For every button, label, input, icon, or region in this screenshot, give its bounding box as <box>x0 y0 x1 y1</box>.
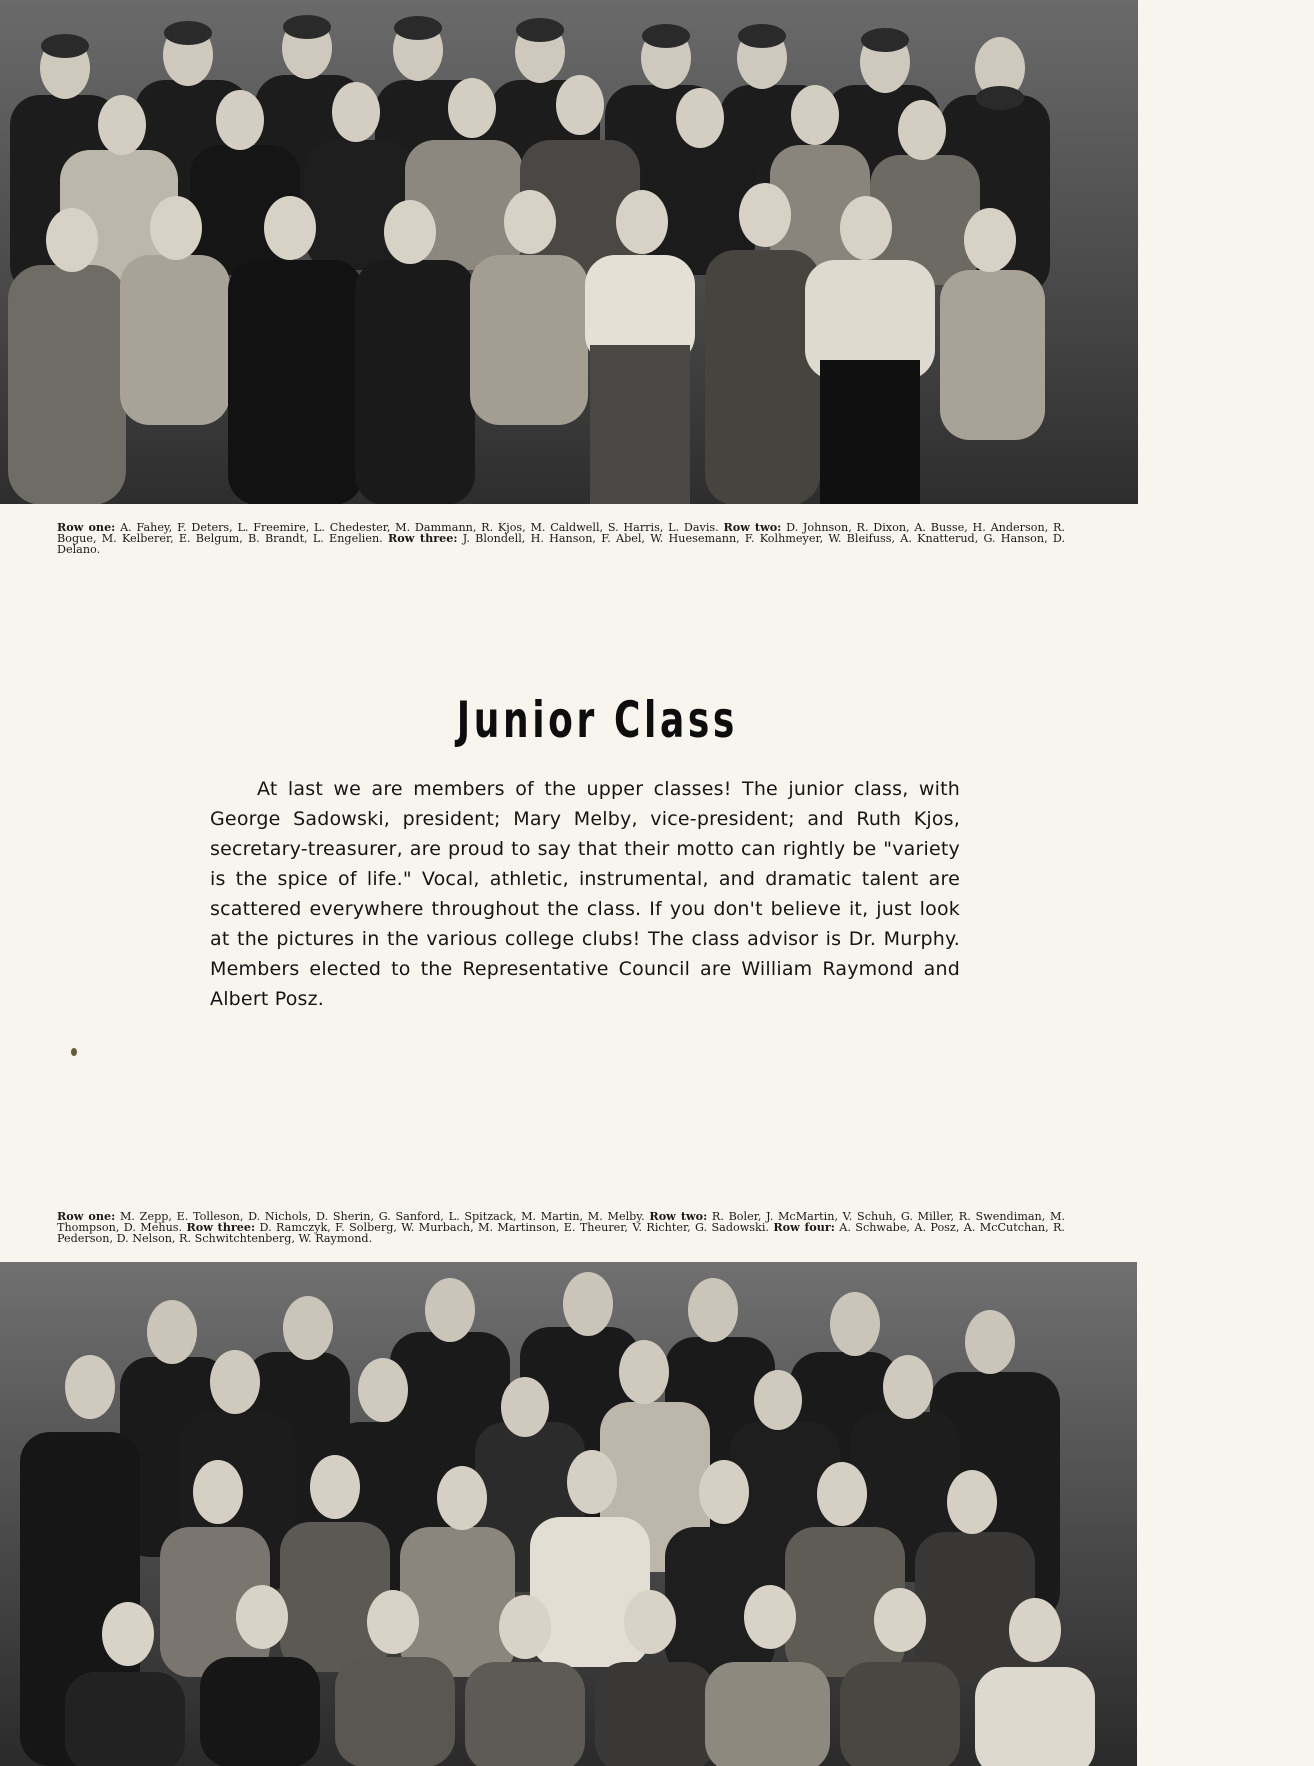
class-photo-top <box>0 0 1138 504</box>
caption-row-label: Row four: <box>773 1220 835 1234</box>
caption-row-label: Row one: <box>57 1209 116 1223</box>
caption-row-names: M. Zepp, E. Tolleson, D. Nichols, D. Sherin, G. Sanford, L. Spitzack, M. Martin, M. Melby. <box>119 1210 645 1223</box>
caption-row-label: Row three: <box>387 531 458 545</box>
caption-row-names: A. Schwabe, A. Posz, A. McCutchan, R. Pederson, D. Nelson, R. Schwitchtenberg, W. Raymond. <box>57 1221 1065 1245</box>
caption-row-names: J. Blondell, H. Hanson, F. Abel, W. Huesemann, F. Kolhmeyer, W. Bleifuss, A. Knatterud, G. Hanson, D. Delano. <box>57 532 1066 556</box>
page-title: Junior Class <box>456 691 738 749</box>
caption-row-names: A. Fahey, F. Deters, L. Freemire, L. Chedester, M. Dammann, R. Kjos, M. Caldwell, S. Harris, L. Davis. <box>120 521 719 534</box>
class-description: At last we are members of the upper classes! The junior class, with George Sadowski, president; Mary Melby, vice-president; and Ruth Kjos, secretary-treasurer, are proud to say that their motto can rightly be "variety is the spice of life." Vocal, athletic, instrumental, and dramatic talent are scattered everywhere throughout the class. If you don't believe it, just look at the pictures in the various college clubs! The class advisor is Dr. Murphy. Members elected to the Representative Council are William Raymond and Albert Posz. <box>210 778 960 1010</box>
caption-row-label: Row two: <box>649 1209 708 1223</box>
caption-row-label: Row two: <box>723 520 782 534</box>
caption-row-names: D. Ramczyk, F. Solberg, W. Murbach, M. Martinson, E. Theurer, V. Richter, G. Sadowski. <box>259 1221 769 1234</box>
caption-row-label: Row three: <box>186 1220 256 1234</box>
caption-row-label: Row one: <box>57 520 116 534</box>
caption-row-names: R. Boler, J. McMartin, V. Schuh, G. Miller, R. Swendiman, M. Thompson, D. Mehus. <box>57 1210 1066 1234</box>
bottom-photo-caption <box>57 1211 1065 1244</box>
caption-row-names: D. Johnson, R. Dixon, A. Busse, H. Anderson, R. Bogue, M. Kelberer, E. Belgum, B. Brandt, L. Engelien. <box>57 521 1065 545</box>
top-photo-caption <box>57 522 1065 555</box>
print-speck <box>71 1048 77 1056</box>
class-photo-bottom <box>0 1262 1137 1766</box>
